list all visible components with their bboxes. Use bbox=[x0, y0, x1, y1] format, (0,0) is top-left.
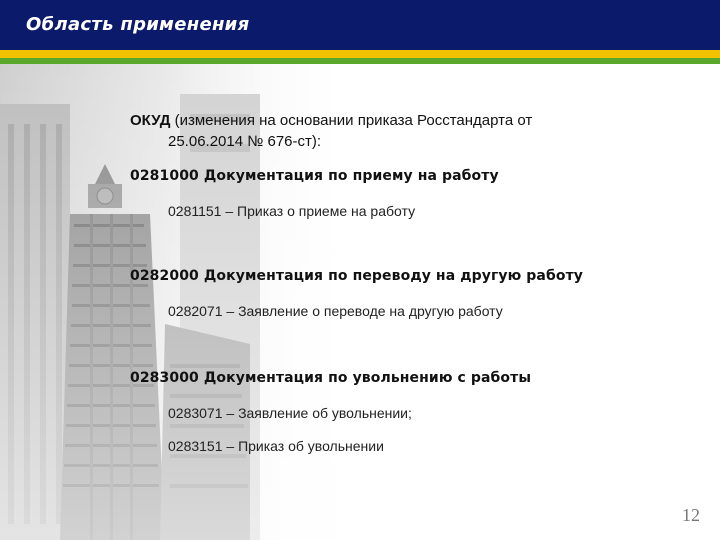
section-heading: 0281000 Документация по приему на работу bbox=[130, 168, 499, 184]
okud-text-line2: 25.06.2014 № 676-ст): bbox=[168, 133, 322, 150]
list-item: 0283071 – Заявление об увольнении; bbox=[168, 405, 412, 421]
page-number: 12 bbox=[682, 505, 700, 525]
okud-paragraph bbox=[130, 110, 650, 152]
section-heading: 0282000 Документация по переводу на другую работу bbox=[130, 268, 584, 284]
list-item: 0281151 – Приказ о приеме на работу bbox=[168, 203, 416, 219]
slide-title: Область применения bbox=[26, 14, 250, 35]
list-item: 0283151 – Приказ об увольнении bbox=[168, 438, 384, 454]
okud-text-line1: (изменения на основании приказа Росстандарта от bbox=[170, 112, 533, 129]
okud-label: ОКУД bbox=[130, 112, 171, 129]
section-heading: 0283000 Документация по увольнению с работы bbox=[130, 370, 532, 386]
list-item: 0282071 – Заявление о переводе на другую работу bbox=[168, 303, 503, 319]
